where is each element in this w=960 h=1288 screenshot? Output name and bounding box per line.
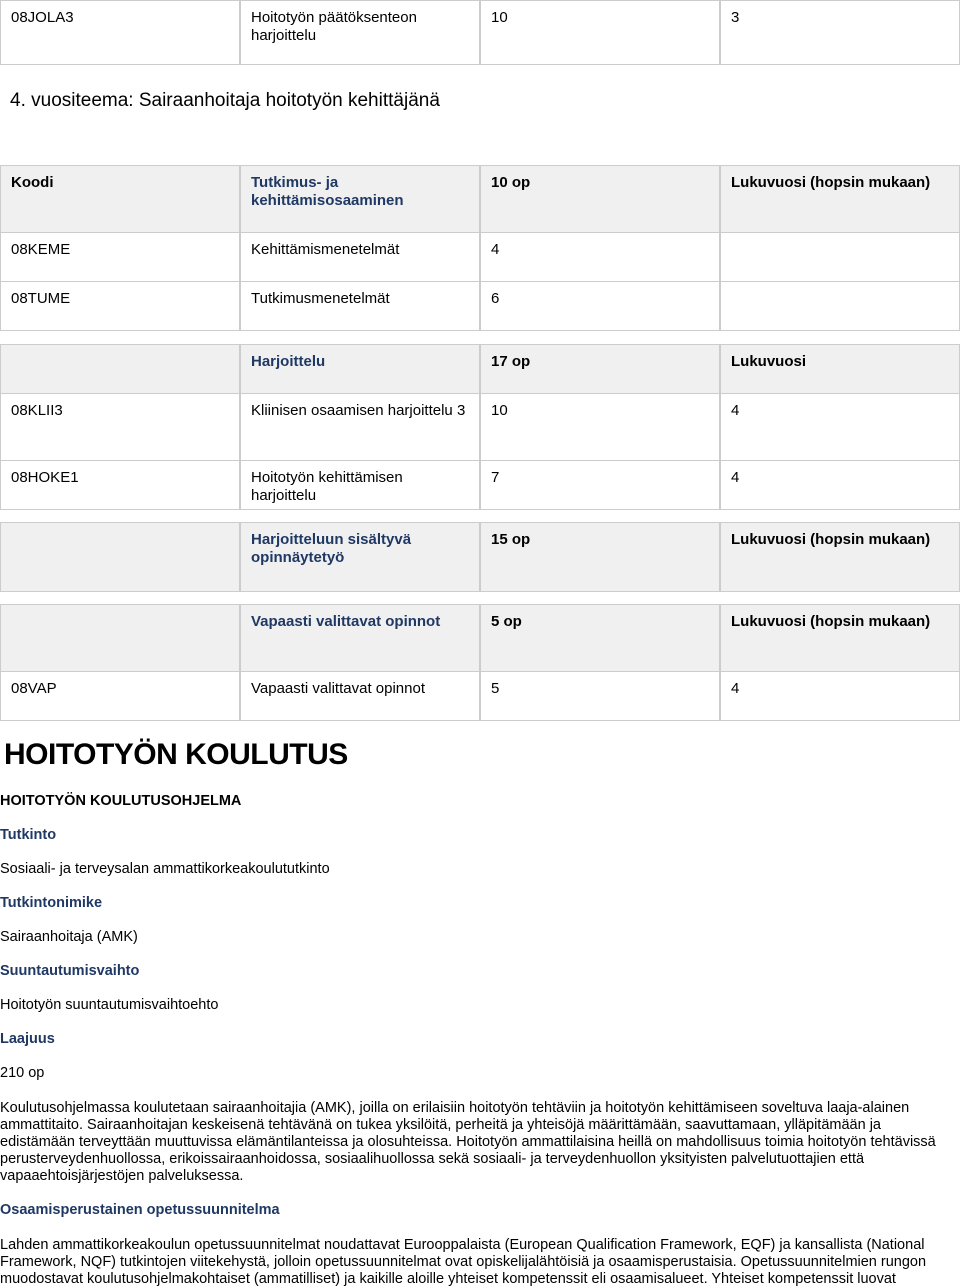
ops-paragraph: Lahden ammattikorkeakoulun opetussuunnitelmat noudattavat Eurooppalaista (European Qualification Framework, EQF) ja kansallista (National Framework, NQF) tutkintojen viitekehystä, jolloin opetussuunnitelmat ovat opiskelijalähtöisiä ja osaamisperustaisia. Opetussuunnitelmien rungon muodostavat koulutusohjelmakohtaiset (ammatilliset) ja kaikille aloille yhteiset kompetenssit eli osaamisalueet. Yhteiset kompetenssit luovat [0, 1237, 927, 1287]
course-code: 08KEME [0, 232, 240, 282]
header-year: Lukuvuosi [720, 344, 960, 394]
table-header [0, 604, 960, 672]
nimike-label: Tutkintonimike [0, 895, 103, 911]
header-credits: 5 op [480, 604, 720, 672]
tutkinto-label: Tutkinto [0, 827, 57, 843]
header-code [0, 604, 240, 672]
header-code: Koodi [0, 165, 240, 233]
header-name: Vapaasti valittavat opinnot [240, 604, 480, 672]
course-name: Vapaasti valittavat opinnot [240, 671, 480, 721]
program-subtitle: HOITOTYÖN KOULUTUSOHJELMA [0, 793, 242, 809]
header-name: Harjoitteluun sisältyvä opinnäytetyö [240, 522, 480, 592]
nimike-value: Sairaanhoitaja (AMK) [0, 929, 138, 945]
table-row [0, 393, 960, 461]
course-credits: 6 [480, 281, 720, 331]
course-code: 08JOLA3 [0, 0, 240, 65]
course-year: 3 [720, 0, 960, 65]
course-credits: 10 [480, 393, 720, 461]
table-row [0, 0, 960, 65]
course-name: Hoitotyön kehittämisen harjoittelu [240, 460, 480, 510]
course-credits: 4 [480, 232, 720, 282]
table-header [0, 522, 960, 592]
section-title: 4. vuositeema: Sairaanhoitaja hoitotyön kehittäjänä [10, 90, 440, 111]
course-year [720, 232, 960, 282]
header-name: Tutkimus- ja kehittämisosaaminen [240, 165, 480, 233]
table-row [0, 232, 960, 282]
table-row [0, 671, 960, 721]
ops-label: Osaamisperustainen opetussuunnitelma [0, 1202, 280, 1218]
laajuus-label: Laajuus [0, 1031, 55, 1047]
laajuus-value: 210 op [0, 1065, 45, 1081]
course-code: 08HOKE1 [0, 460, 240, 510]
course-code: 08VAP [0, 671, 240, 721]
header-year: Lukuvuosi (hopsin mukaan) [720, 604, 960, 672]
page-title: HOITOTYÖN KOULUTUS [4, 738, 348, 771]
header-credits: 17 op [480, 344, 720, 394]
course-code: 08KLII3 [0, 393, 240, 461]
course-year: 4 [720, 460, 960, 510]
header-year: Lukuvuosi (hopsin mukaan) [720, 165, 960, 233]
course-credits: 7 [480, 460, 720, 510]
course-credits: 5 [480, 671, 720, 721]
header-credits: 10 op [480, 165, 720, 233]
table-row [0, 460, 960, 510]
header-credits: 15 op [480, 522, 720, 592]
course-year: 4 [720, 393, 960, 461]
table-header [0, 344, 960, 394]
course-name: Kliinisen osaamisen harjoittelu 3 [240, 393, 480, 461]
course-year [720, 281, 960, 331]
table-row [0, 281, 960, 331]
suunta-value: Hoitotyön suuntautumisvaihtoehto [0, 997, 219, 1013]
table-header [0, 165, 960, 233]
description-paragraph: Koulutusohjelmassa koulutetaan sairaanhoitajia (AMK), joilla on erilaisiin hoitotyön tehtäviin ja hoitotyön kehittämiseen soveltuva laaja-alainen ammattitaito. Sairaanhoitajan keskeisenä tehtävänä on tukea yksilöitä, perheitä ja yhteisöjä määrittämään, saavuttamaan, ylläpitämään ja edistämään terveyttään muuttuvissa elämäntilanteissa ja olosuhteissa. Hoitotyön ammattilaisina heillä on mahdollisuus toimia hoitotyön tehtävissä perusterveydenhuollossa, erikoissairaanhoidossa, sosiaalihuollossa sekä sosiaali- ja terveydenhuollon yksityisten palvelutuottajien että vapaaehtoisjärjestöjen palveluksessa. [0, 1100, 936, 1184]
course-credits: 10 [480, 0, 720, 65]
course-name: Tutkimusmenetelmät [240, 281, 480, 331]
course-name: Hoitotyön päätöksenteon harjoittelu [240, 0, 480, 65]
header-code [0, 522, 240, 592]
course-year: 4 [720, 671, 960, 721]
tutkinto-value: Sosiaali- ja terveysalan ammattikorkeakoulututkinto [0, 861, 330, 877]
header-name: Harjoittelu [240, 344, 480, 394]
course-code: 08TUME [0, 281, 240, 331]
suunta-label: Suuntautumisvaihto [0, 963, 140, 979]
course-name: Kehittämismenetelmät [240, 232, 480, 282]
header-year: Lukuvuosi (hopsin mukaan) [720, 522, 960, 592]
header-code [0, 344, 240, 394]
